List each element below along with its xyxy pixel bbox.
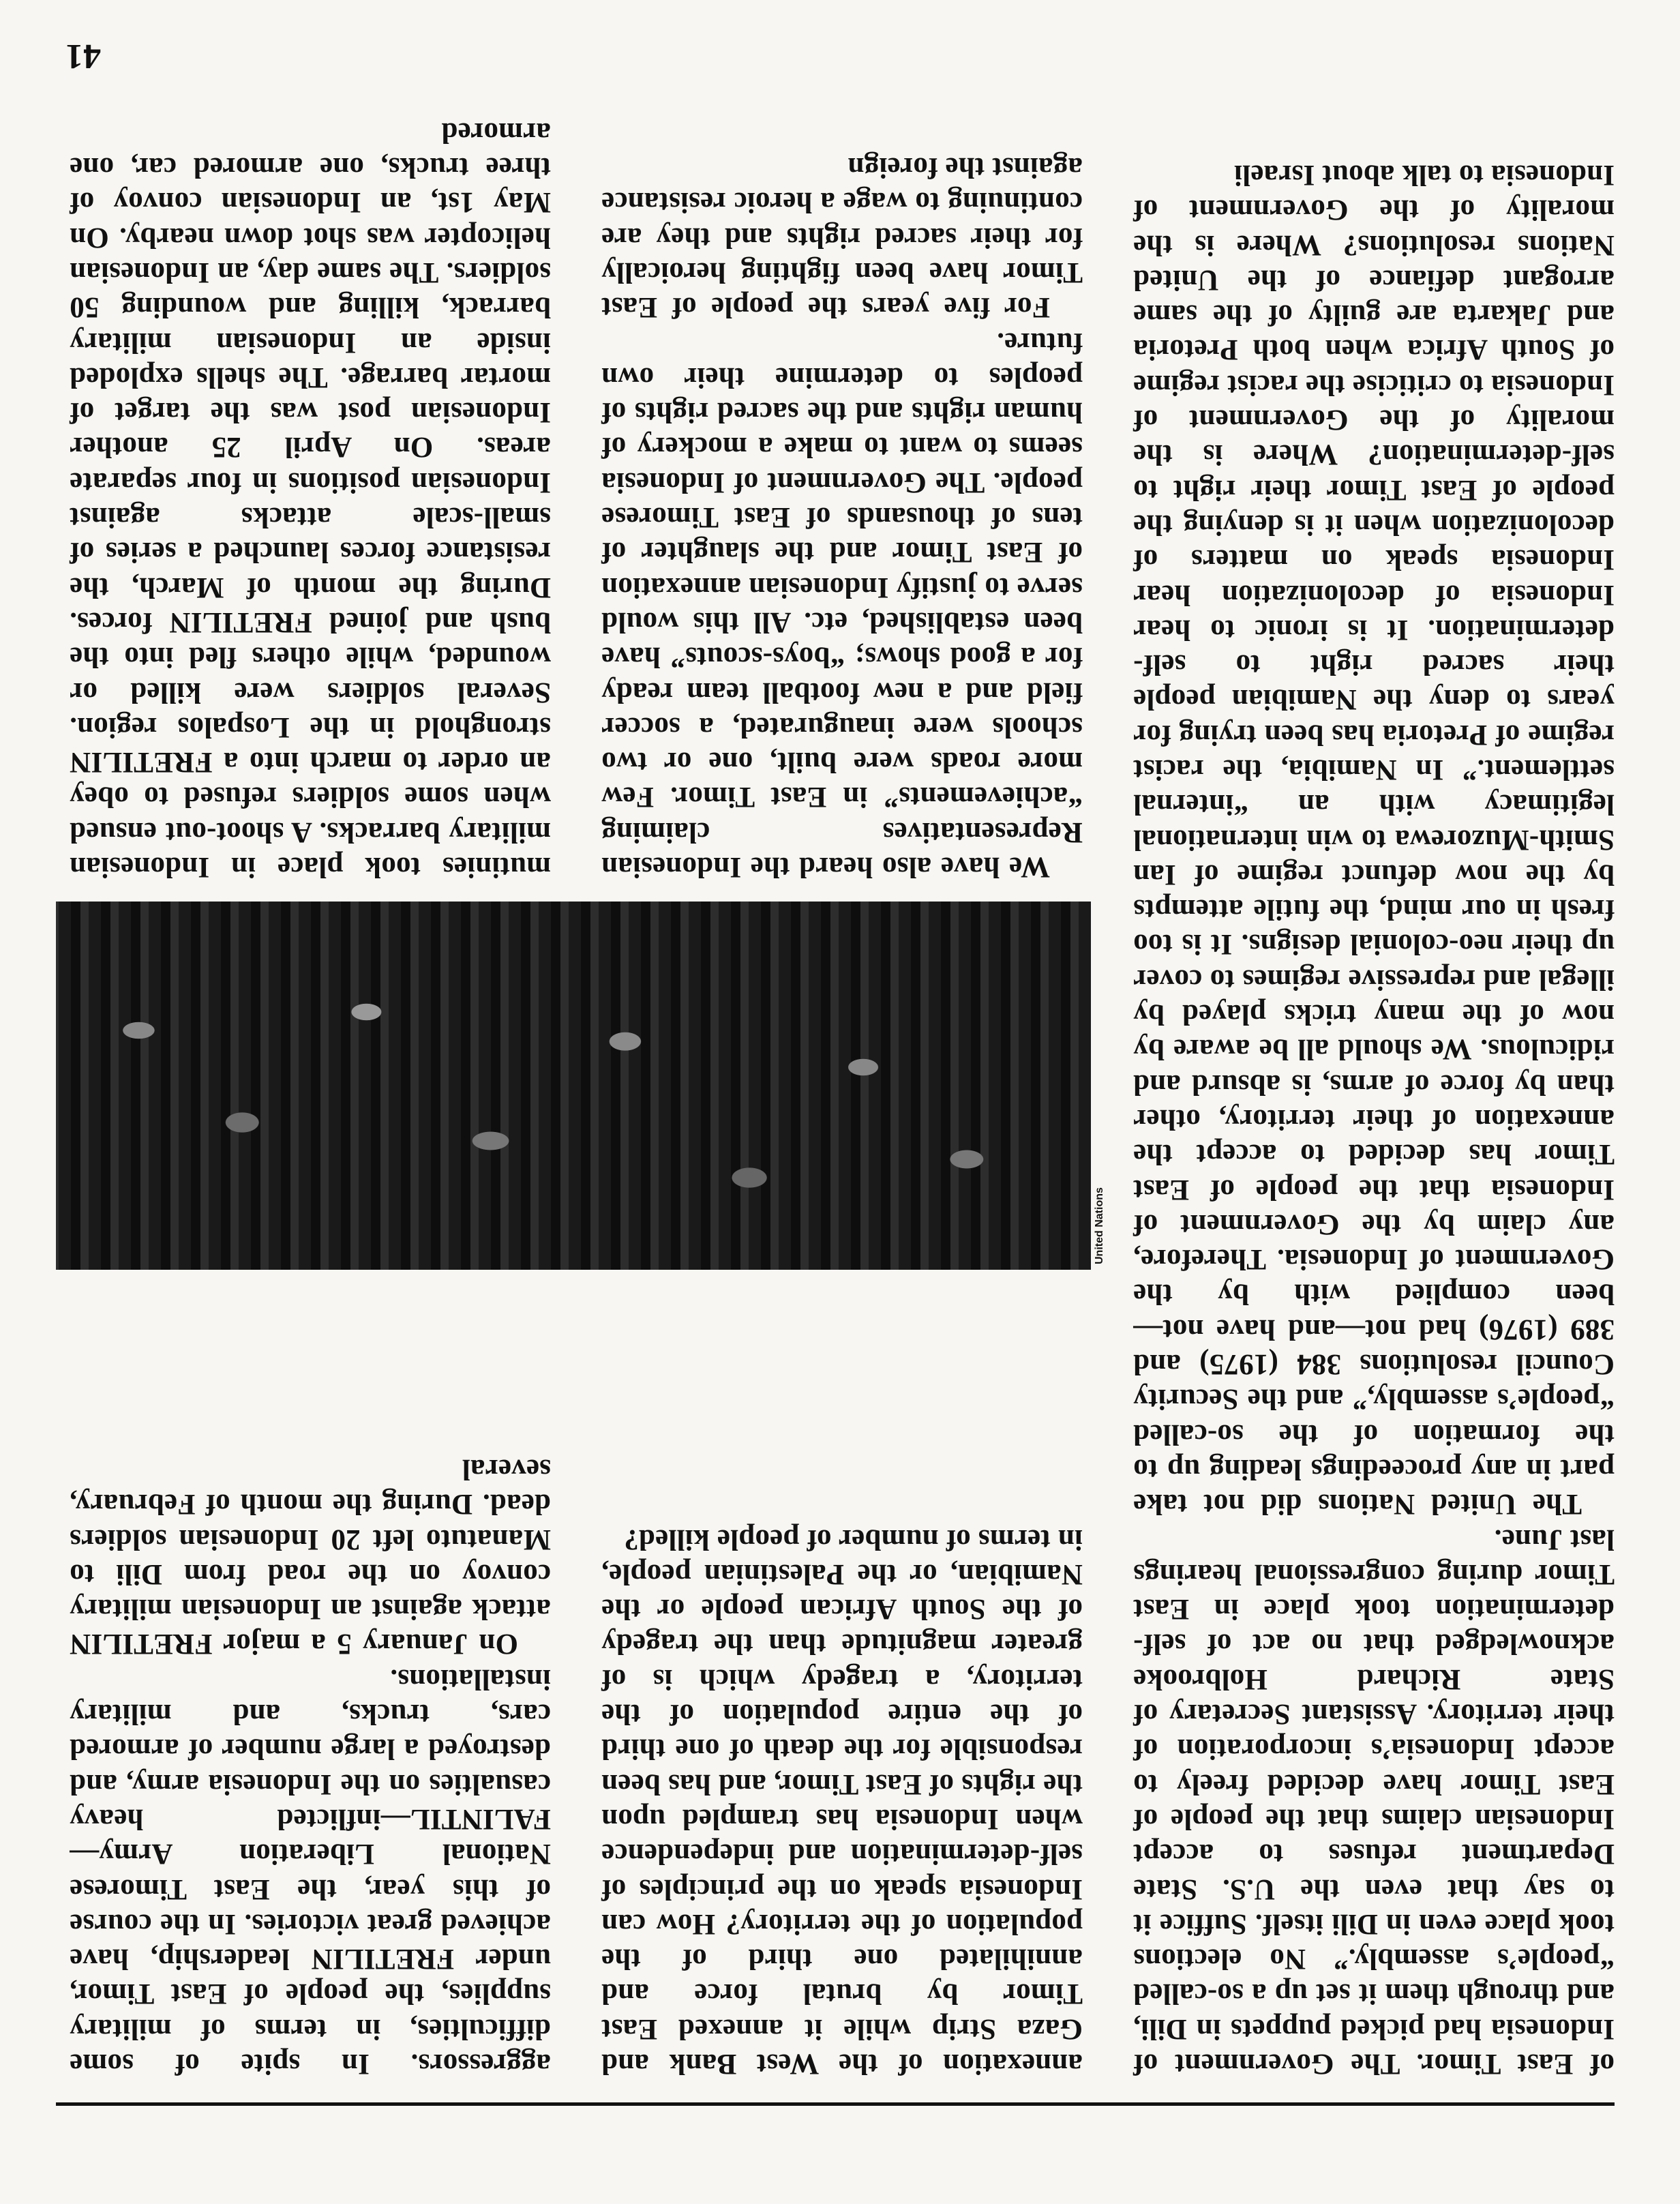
- col1-paragraph-1: of East Timor. The Government of Indonesia had picked puppets in Dili, and through them it set up a so-called “people’s assembly.” No elections took place even in Dili itself. Suffice it to say that even the U.S. State Department refuses to accept Indonesian claims that the people of East Timor have decided freely to accept Indonesia’s incorporation of their territory. Assistant Secretary of State Richard Holbrooke acknowledged that no act of self-determination took place in East Timor during congressional hearings last June.: [1133, 1523, 1615, 2080]
- top-rule: [56, 2102, 1615, 2106]
- col2b-paragraph-1: We have also heard the Indonesian Representatives claiming “achievements” in East Timor. Few more roads were built, one or two schools were inaugurated, a soccer field and a new football team ready for a good shows; “boys-scouts” have been established, etc. All this would serve to justify Indonesian annexation of East Timor and the slaughter of tens of thousands of East Timorese people. The Government of Indonesia seems to want to make a mockery of human rights and the sacred rights of peoples to determine their own future.: [601, 326, 1083, 883]
- column-3-top: [70, 1294, 551, 2081]
- col2-paragraph-1: annexation of the West Bank and Gaza Strip while it annexed East Timor by brutal force and annihilated one third of the population of the territory? How can Indonesia speak on the principles of self-determination and independence when Indonesia has trampled upon the rights of East Timor, and has been responsible for the death of one third of the entire population of the territory, a tragedy which is of greater magnitude than the tragedy of the South African people or the Namibian, or the Palestinian people, in terms of number of people killed?: [601, 1523, 1083, 2080]
- column-2-bottom: [601, 97, 1083, 884]
- column-1: [1133, 35, 1615, 2081]
- assembly-photo: [56, 902, 1091, 1270]
- col3b-paragraph-1: mutinies took place in Indonesian military barracks. A shoot-out ensued when some soldiers refused to obey an order to march into a FRETILIN stronghold in the Lospalos region. Several soldiers were killed or wounded, while others fled into the bush and joined FRETILIN forces. During the month of March, the resistance forces launched a series of small-scale attacks against Indonesian positions in four separate areas. On April 25 another Indonesian post was the target of mortar barrage. The shells exploded inside an Indonesian military barrack, killing and wounding 50 soldiers. The same day, an Indonesian helicopter was shot down nearby. On May 1st, an Indonesian convoy of three trucks, one armored car, one armored: [70, 116, 551, 883]
- col3-paragraph-1: aggressors. In spite of some difficulties, in terms of military supplies, the people of East Timor, under FRETILIN leadership, have achieved great victories. In the course of this year, the East Timorese National Liberation Army—FALINTIL—inflicted heavy casualties on the Indonesia army, and destroyed a large number of armored cars, trucks, and military installations.: [70, 1663, 551, 2080]
- photo-credit: United Nations: [1094, 1187, 1105, 1264]
- col1-paragraph-2: The United Nations did not take part in any proceedings leading up to the formation of the so-called “people’s assembly,” and the Security Council resolutions 384 (1975) and 389 (1976) had not—and have not—been complied with by the Government of Indonesia. Therefore, any claim by the Government of Indonesia that the people of East Timor has decided to accept the annexation of their territory, other than by force of arms, is absurd and ridiculous. We should all be aware by now of the many tricks played by illegal and repressive regimes to cover up their neo-colonial designs. It is too fresh in our mind, the futile attempts by the now defunct regime of Ian Smith-Muzorewa to win international legitimacy with an “internal settlement.” In Namibia, the racist regime of Pretoria has been trying for years to deny the Namibian people their sacred right to self-determination. It is ironic to hear Indonesia of decolonization hear Indonesia speak on matters of decolonization when it is denying the people of East Timor their right to self-determination? Where is the morality of the Government of Indonesia to criticise the racist regime of South Africa when both Pretoria and Jakarta are guilty of the same arrogant defiance of the United Nations resolutions? Where is the morality of the Government of Indonesia to talk about Israeli: [1133, 158, 1615, 1521]
- page-number: 41: [65, 37, 101, 76]
- column-3-bottom: [70, 97, 551, 884]
- col3-paragraph-2: On January 5 a major FRETILIN attack against an Indonesian military convoy on the road from Dili to Manatuto left 20 Indonesian soldiers dead. During the month of February, several: [70, 1453, 551, 1661]
- col2b-paragraph-2: For five years the people of East Timor have been fighting heroically for their sacred rights and they are continuing to wage a heroic resistance against the foreign: [601, 151, 1083, 324]
- column-2-top: [601, 1294, 1083, 2081]
